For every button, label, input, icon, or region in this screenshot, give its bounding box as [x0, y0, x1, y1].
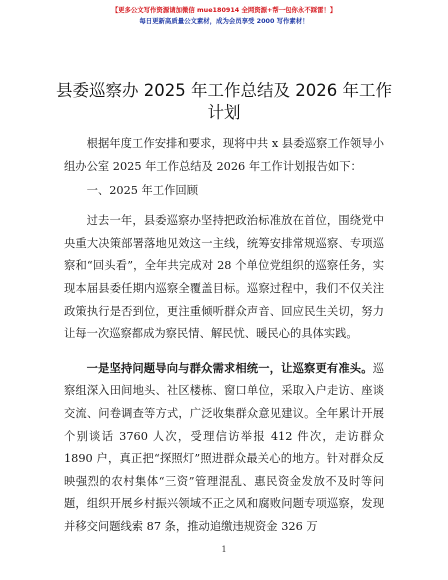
point-1-lead: 一是坚持问题导向与群众需求相统一，让巡察更有准头。 — [86, 360, 373, 375]
section-1-heading: 一、2025 年工作回顾 — [86, 183, 199, 197]
section-1-paragraph: 过去一年，县委巡察办坚持把政治标准放在首位，围绕党中央重大决策部署落地见效这一主线，统筹安排常规巡察、专项巡察和“回头看”，全年共完成对 28 个单位党组织的巡察任务，实现本届县委任期内巡察全覆盖目标。巡察过程中，我们不仅关注政策执行是否到位，更注重倾听群众声音、回应民生关切，努力让每一次巡察都成为察民情、解民忧、暖民心的具体实践。 — [64, 214, 384, 341]
point-1-paragraph — [64, 357, 384, 539]
intro-paragraph: 根据年度工作安排和要求，现将中共 x 县委巡察工作领导小组办公室 2025 年工作总结及 2026 年工作计划报告如下： — [64, 137, 384, 173]
point-1-body: 巡察组深入田间地头、社区楼栋、窗口单位，采取入户走访、座谈交流、问卷调查等方式，广泛收集群众意见建议。全年累计开展个别谈话 3760 人次，受理信访举报 412 件次，走访群众 1890 户，真正把“探照灯”照进群众最关心的地方。针对群众反映强烈的农村集体“三资”管理混乱、惠民资金发放不及时等问题，组织开展乡村振兴领域不正之风和腐败问题专项巡察，发现并移交问题线索 87 条，推动追缴违规资金 326 万 — [64, 361, 384, 533]
document-body — [64, 133, 384, 539]
document-title: 县委巡察办 2025 年工作总结及 2026 年工作计划 — [56, 81, 392, 122]
promo-banner-line-2: 每日更新高质量公文素材，成为会员享受 2000 写作素材！ — [139, 17, 309, 25]
promo-banner-line-1: 【更多公文写作资源请加微信 mue180914 全网资源+帮一包你永不踩雷！】 — [111, 6, 337, 14]
page-number: 1 — [221, 545, 227, 554]
